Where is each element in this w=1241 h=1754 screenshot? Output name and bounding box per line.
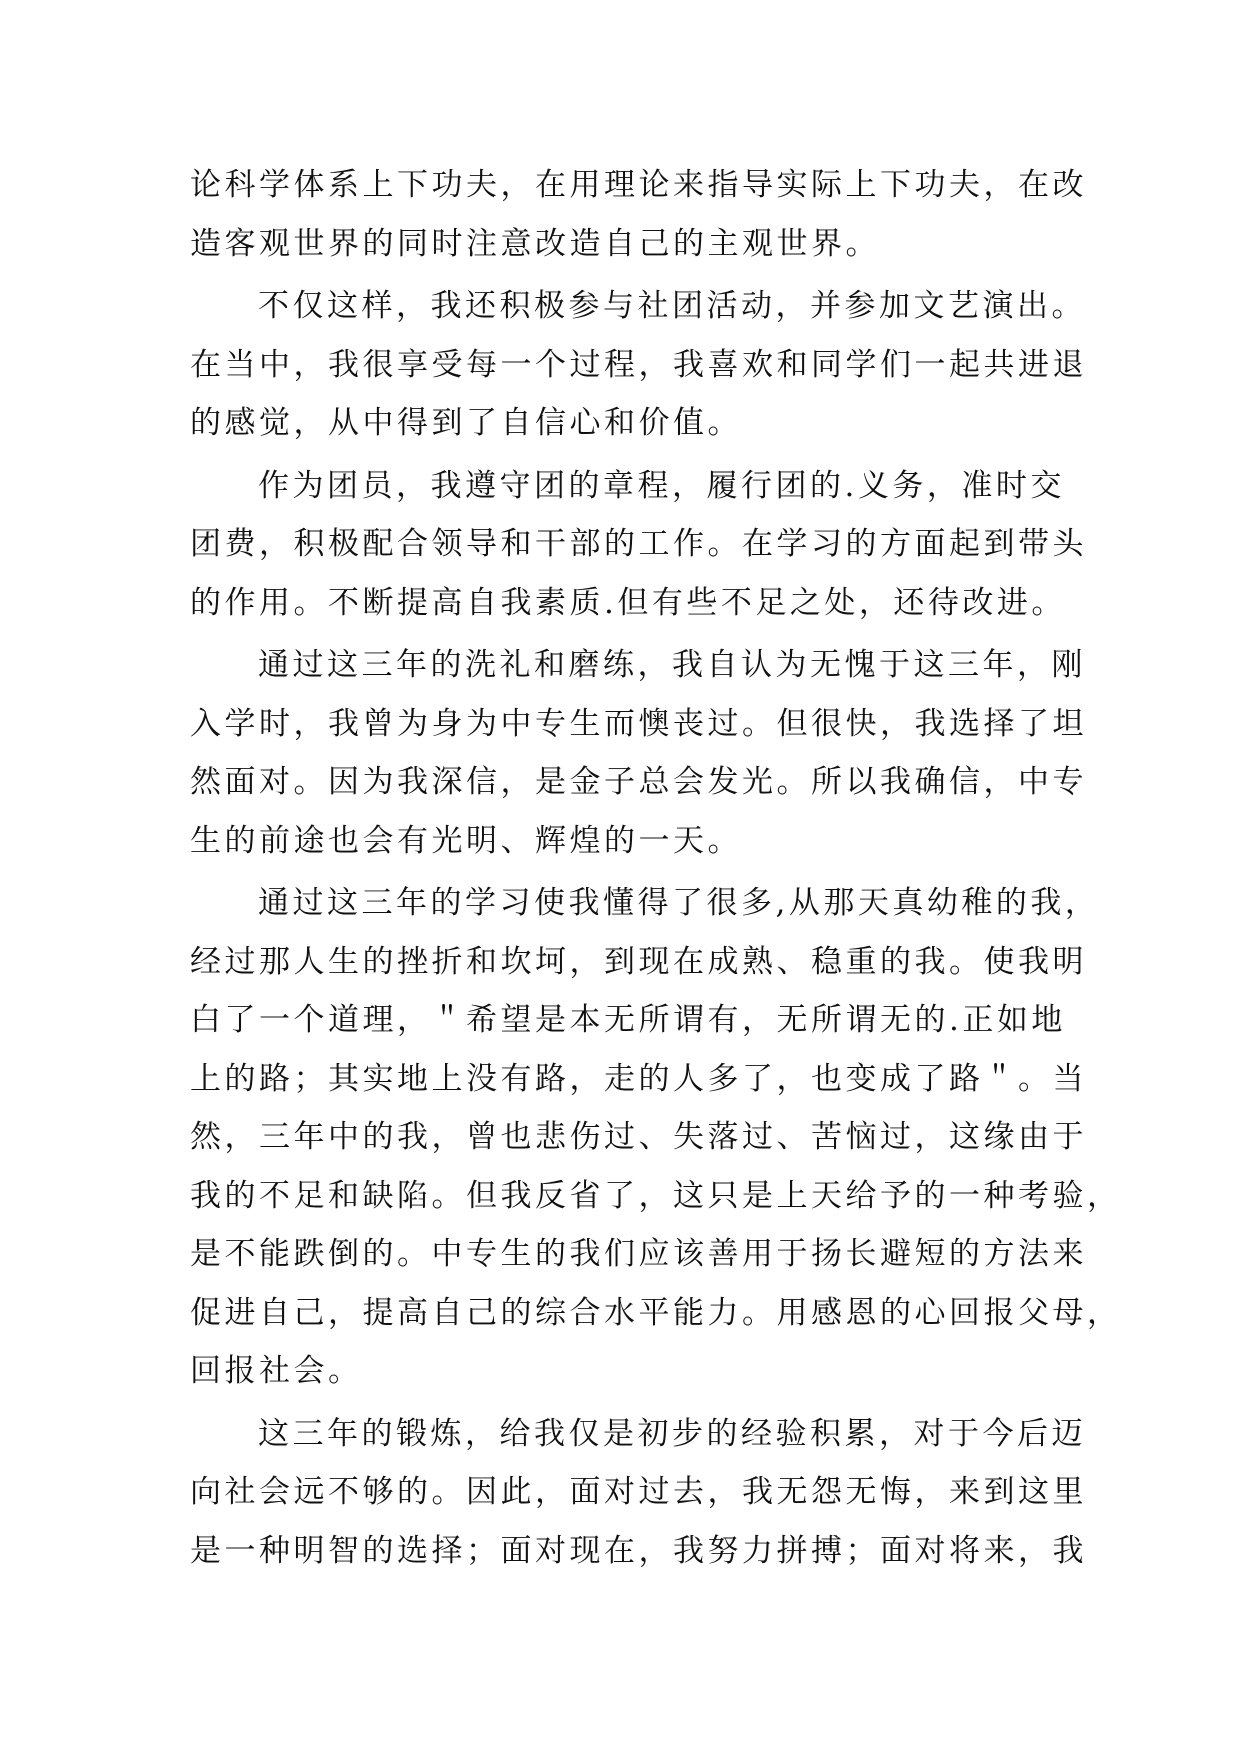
text-line: 的作用。不断提高自我素质.但有些不足之处，还待改进。 <box>190 584 1066 621</box>
text-line: 在当中，我很享受每一个过程，我喜欢和同学们一起共进退 <box>190 346 1087 383</box>
text-line: 促进自己，提高自己的综合水平能力。用感恩的心回报父母， <box>190 1294 1122 1331</box>
text-line: 这三年的锻炼，给我仅是初步的经验积累，对于今后迈 <box>258 1415 1086 1452</box>
text-line: 造客观世界的同时注意改造自己的主观世界。 <box>190 225 880 262</box>
text-line: 白了一个道理，＂希望是本无所谓有，无所谓无的.正如地 <box>190 1002 1066 1038</box>
text-line: 然，三年中的我，曾也悲伤过、失落过、苦恼过，这缘由于 <box>190 1119 1087 1155</box>
text-line: 论科学体系上下功夫，在用理论来指导实际上下功夫，在改 <box>190 167 1087 203</box>
text-line: 回报社会。 <box>190 1353 363 1389</box>
text-line: 我的不足和缺陷。但我反省了，这只是上天给予的一种考验， <box>190 1177 1122 1214</box>
text-line: 通过这三年的洗礼和磨练，我自认为无愧于这三年，刚 <box>258 647 1086 683</box>
text-line: 团费，积极配合领导和干部的工作。在学习的方面起到带头 <box>190 526 1087 562</box>
document-body <box>190 156 1122 1580</box>
text-line: 是一种明智的选择；面对现在，我努力拼搏；面对将来，我 <box>190 1532 1087 1569</box>
text-line: 经过那人生的挫折和坎坷，到现在成熟、稳重的我。使我明 <box>190 943 1087 980</box>
text-line: 作为团员，我遵守团的章程，履行团的.义务，准时交 <box>258 467 1065 504</box>
text-line: 入学时，我曾为身为中专生而懊丧过。但很快，我选择了坦 <box>190 705 1087 742</box>
text-line: 通过这三年的学习使我懂得了很多,从那天真幼稚的我， <box>258 885 1100 921</box>
text-line: 向社会远不够的。因此，面对过去，我无怨无悔，来到这里 <box>190 1474 1087 1510</box>
text-line: 不仅这样，我还积极参与社团活动，并参加文艺演出。 <box>258 288 1086 324</box>
text-line: 上的路；其实地上没有路，走的人多了，也变成了路＂。当 <box>190 1060 1087 1097</box>
text-line: 生的前途也会有光明、辉煌的一天。 <box>190 822 742 859</box>
text-line: 然面对。因为我深信，是金子总会发光。所以我确信，中专 <box>190 764 1087 800</box>
text-line: 的感觉，从中得到了自信心和价值。 <box>190 405 742 441</box>
text-line: 是不能跌倒的。中专生的我们应该善用于扬长避短的方法来 <box>190 1236 1087 1272</box>
